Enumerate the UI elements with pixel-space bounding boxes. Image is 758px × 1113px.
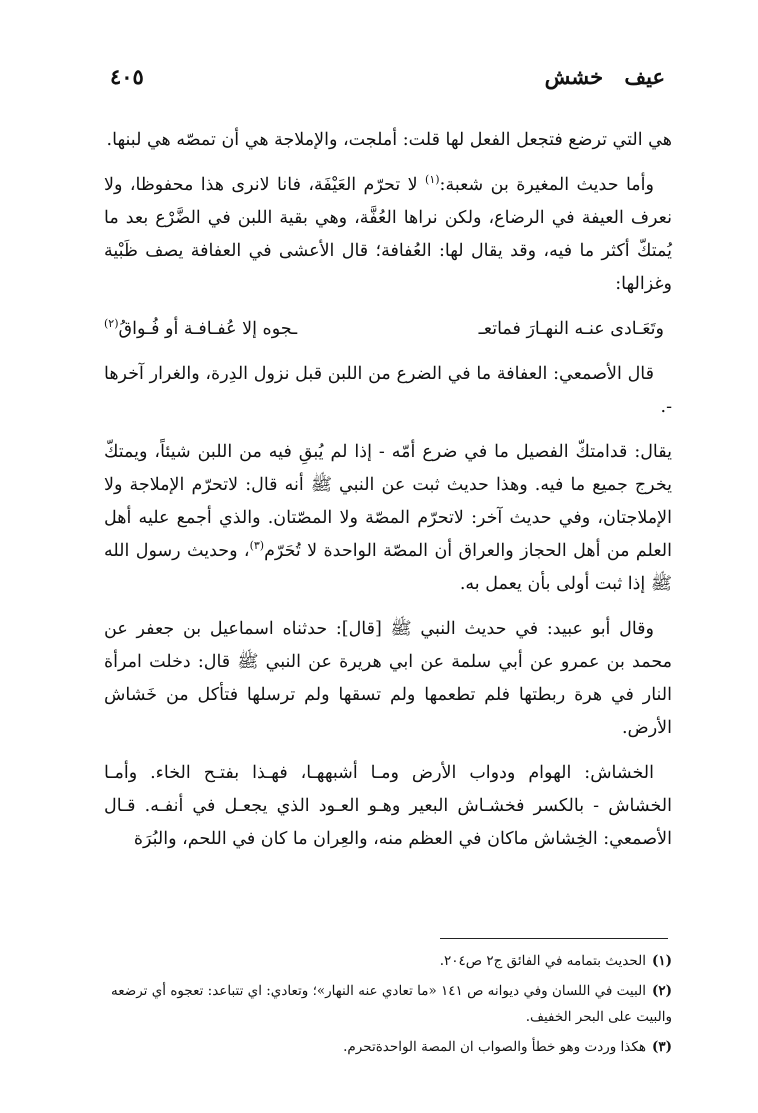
page-header: [110, 64, 665, 98]
paragraph-4: [104, 436, 672, 601]
footnote-1: [104, 948, 672, 974]
footnote-text: الحديث بتمامه في الفائق ج٢ ص٢٠٤.: [439, 953, 646, 969]
footnotes: [104, 948, 672, 1064]
paragraph-4-rest: ، وحديث رسول الله ﷺ إذا ثبت أولى بأن يعمل به.: [104, 541, 672, 594]
footnote-number: (٢): [651, 983, 672, 999]
running-head: عيف خشش: [544, 64, 665, 89]
verse-second-text: ـجوه إلا عُفـافـة أو فُـواقُ: [118, 319, 298, 339]
footnote-2: [104, 978, 672, 1030]
paragraph-5: وقال أبو عبيد: في حديث النبي ﷺ [قال]: حدثناه اسماعيل بن جعفر عن محمد بن عمرو عن أبي سلمة عن ابي هريرة عن النبي ﷺ قال: دخلت امرأة النار في هرة ربطتها فلم تطعمها ولم تسقها ولم ترسلها فتأكل من خَشاش الأرض.: [104, 619, 672, 738]
paragraph-2: [104, 169, 672, 301]
main-text: [104, 124, 672, 868]
footnote-number: (١): [651, 953, 672, 969]
footnote-ref-2: (٢): [104, 317, 119, 331]
footnote-divider: [440, 938, 668, 939]
footnote-text: البيت في اللسان وفي ديوانه ص ١٤١ «ما تعادي عنه النهار»؛ وتعادي: اي تتباعد: تعجوه أي ترضعه والبيت على البحر الخفيف.: [111, 983, 672, 1025]
paragraph-2-start: وأما حديث المغيرة بن شعبة:: [439, 175, 654, 195]
verse-second-hemistich: [104, 313, 297, 346]
paragraph-1: هي التي ترضع فتجعل الفعل لها قلت: أملجت، والإملاجة هي أن تمصّه هي لبنها.: [106, 130, 672, 150]
page-number: ٤٠٥: [110, 64, 144, 89]
verse-first-hemistich: وتَعَـادى عنـه النهـارَ فماتعـ: [478, 319, 664, 339]
footnote-text: هكذا وردت وهو خطأ والصواب ان المصة الواحدةتحرم.: [343, 1039, 646, 1055]
footnote-ref-3: (٣): [249, 539, 265, 553]
paragraph-2-rest: لا تحرّم العَيْفَة، فانا لانرى هذا محفوظا، ولا نعرف العيفة في الرضاع، ولكن نراها العُفَّة، وهي بقية اللبن في الضَّرْع بعد ما يُمتكّ أكثر ما فيه، وقد يقال لها: العُفافة؛ قال الأعشى في العفافة يصف ظَبْية وغزالها:: [104, 175, 672, 294]
footnote-number: (٣): [651, 1039, 672, 1055]
paragraph-6: الخشاش: الهوام ودواب الأرض ومـا أشبههـا، فهـذا بفتـح الخاء. وأمـا الخشاش - بالكسر فخشـاش البعير وهـو العـود الذي يجعـل في أنفـه. قـال الأصمعي: الخِشاش ماكان في العظم منه، والعِران ما كان في اللحم، والبُرَة: [104, 763, 672, 849]
paragraph-3: قال الأصمعي: العفافة ما في الضرع من اللبن قبل نزول الدِرة، والغرار آخرها -.: [104, 364, 672, 417]
footnote-3: [104, 1034, 672, 1060]
poem-verse: [104, 313, 672, 346]
paragraph-4-start: يقال: قدامتكّ الفصيل ما في ضرع أمّه - إذا لم يُبقِ فيه من اللبن شيئاً، ويمتكّ يخرج جميع ما فيه. وهذا حديث ثبت عن النبي ﷺ أنه قال: لاتحرّم الإملاجة ولا الإملاجتان، وفي حديث آخر: لاتحرّم المصّة ولا المصّتان. والذي أجمع عليه أهل العلم من أهل الحجاز والعراق أن المصّة الواحدة لا تُحَرّم: [104, 442, 672, 561]
footnote-ref-1: (١): [425, 173, 440, 187]
